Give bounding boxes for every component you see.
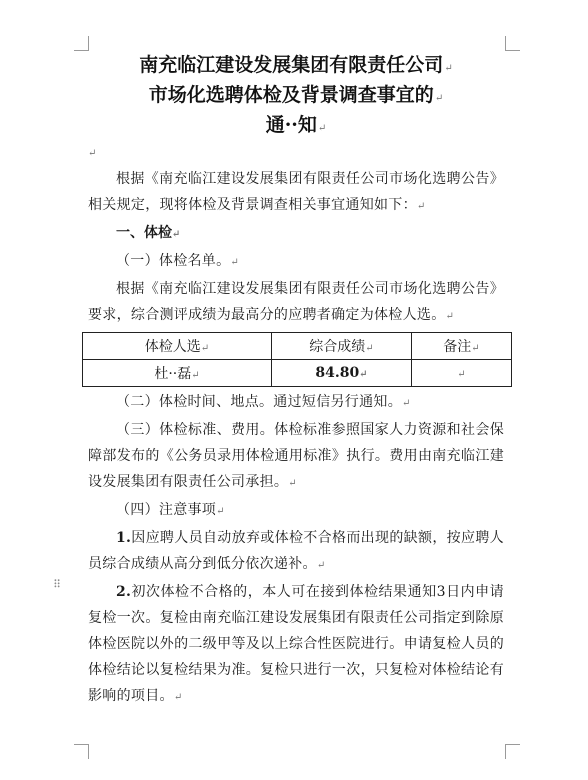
paragraph-mark-icon: ↵ (88, 148, 97, 159)
margin-corner-bottom-left (74, 744, 89, 759)
document-content (88, 52, 504, 711)
table-header-row (83, 333, 512, 360)
table-cell-candidate: 杜··磊↵ (83, 360, 272, 387)
table-header-cell: 备注↵ (411, 333, 511, 360)
empty-paragraph (88, 142, 504, 166)
paragraph-mark-icon: ↵ (288, 478, 297, 489)
title-line-2: 市场化选聘体检及背景调查事宜的 (148, 84, 434, 106)
paragraph-mark-icon: ↵ (416, 201, 426, 212)
note-item-2: 2.初次体检不合格的，本人可在接到体检结果通知3日内申请复检一次。复检由南充临江建设发展集团有限责任公司指定到除原体检医院以外的二级甲等及以上综合性医院进行。申请复检人员的体检结论以复检结果为准。复检只进行一次，只复检对体检结论有影响的项目。↵ (88, 584, 504, 704)
notes-heading: （四）注意事项↵ (116, 502, 225, 518)
subsection-exam-list-heading: （一）体检名单。↵ (116, 253, 240, 269)
exam-time-paragraph: （二）体检时间、地点。通过短信另行通知。↵ (116, 394, 411, 410)
document-title (88, 52, 504, 142)
intro-text: 根据《南充临江建设发展集团有限责任公司市场化选聘公告》相关规定，现将体检及背景调查相关事宜通知如下： (88, 171, 504, 213)
exam-standard-paragraph: （三）体检标准、费用。体检标准参照国家人力资源和社会保障部发布的《公务员录用体检通用标准》执行。费用由南充临江建设发展集团有限责任公司承担。↵ (88, 422, 504, 490)
paragraph-mark-icon: ↵ (316, 560, 326, 571)
table-header-cell: 综合成绩↵ (271, 333, 411, 360)
table-header-cell: 体检人选↵ (83, 333, 272, 360)
title-line-3: 通··知 (265, 114, 317, 136)
drag-handle-icon[interactable]: ⠿ (53, 578, 63, 591)
margin-corner-bottom-right (505, 744, 520, 759)
section-heading-physical-exam: 一、体检↵ (116, 225, 181, 241)
margin-corner-top-right (505, 36, 520, 51)
paragraph-mark-icon: ↵ (172, 229, 181, 240)
note-item-1: 1.因应聘人员自动放弃或体检不合格而出现的缺额，按应聘人员综合成绩从高分到低分依次递补。↵ (88, 530, 504, 572)
paragraph-mark-icon: ↵ (173, 692, 183, 703)
table-row (83, 360, 512, 387)
margin-corner-top-left (74, 36, 89, 51)
paragraph-mark-icon: ↵ (444, 63, 453, 74)
intro-paragraph (88, 166, 504, 220)
title-line-1: 南充临江建设发展集团有限责任公司 (139, 54, 444, 76)
paragraph-mark-icon: ↵ (317, 123, 327, 134)
paragraph-mark-icon: ↵ (434, 93, 444, 104)
table-cell-remark: ↵ (411, 360, 511, 387)
note-number: 1. (116, 530, 132, 546)
paragraph-mark-icon: ↵ (445, 311, 455, 322)
exam-candidate-table (82, 332, 512, 387)
paragraph-mark-icon: ↵ (230, 257, 240, 268)
exam-list-paragraph: 根据《南充临江建设发展集团有限责任公司市场化选聘公告》要求，综合测评成绩为最高分的应聘者确定为体检人选。↵ (88, 281, 504, 323)
table-cell-score: 84.80↵ (271, 360, 411, 387)
note-number: 2. (116, 584, 132, 600)
paragraph-mark-icon: ↵ (402, 398, 411, 409)
paragraph-mark-icon: ↵ (216, 506, 225, 517)
